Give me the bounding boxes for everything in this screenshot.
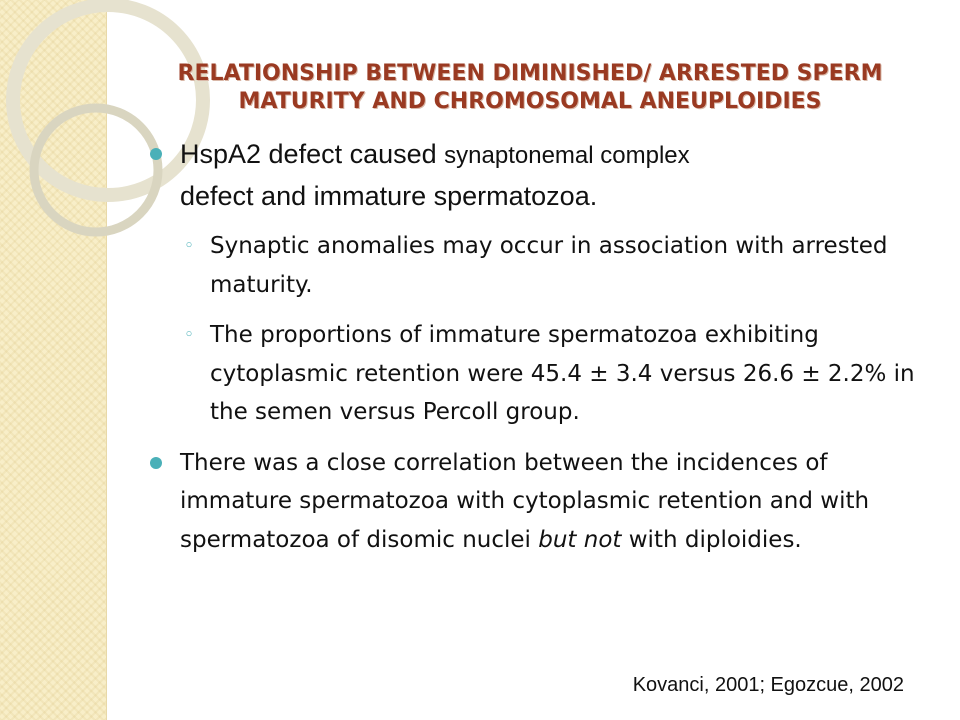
title-line-2: MATURITY AND CHROMOSOMAL ANEUPLOIDIES [238,89,822,114]
bullet-2-emphasis: but not [538,526,622,553]
sub-bullet-2-text: The proportions of immature spermatozoa exhibiting cytoplasmic retention were 45.4 ± 3.4 versus 26.6 ± 2.2% in the semen versus Percoll group. [210,322,915,425]
bullet-1-part-1: HspA2 defect caused [180,139,445,169]
sub-bullet-1-text: Synaptic anomalies may occur in association with arrested maturity. [210,233,888,298]
sub-bullet-item-1 [150,227,920,304]
bullet-dot-icon [150,148,162,160]
sub-bullet-item-2 [150,316,920,432]
bullet-1-part-2: synaptonemal complex [444,142,690,169]
title-line-1: RELATIONSHIP BETWEEN DIMINISHED/ ARRESTED SPERM [177,61,883,86]
hollow-circle-icon: ◦ [184,325,195,345]
decorative-side-strip [0,0,107,720]
bullet-item-2 [150,444,920,560]
bullet-2-text-before: There was a close correlation between the incidences of immature spermatozoa with cytoplasmic retention and with spermatozoa of disomic nuclei [180,449,870,553]
bullet-2-text-after: with diploidies. [621,526,802,553]
citation: Kovanci, 2001; Egozcue, 2002 [632,674,904,696]
bullet-dot-icon [150,457,162,469]
slide-title [120,60,940,116]
slide-body [150,134,920,559]
hollow-circle-icon: ◦ [184,236,195,256]
bullet-item-1 [150,134,920,217]
bullet-1-part-3: defect and immature spermatozoa. [180,181,598,211]
